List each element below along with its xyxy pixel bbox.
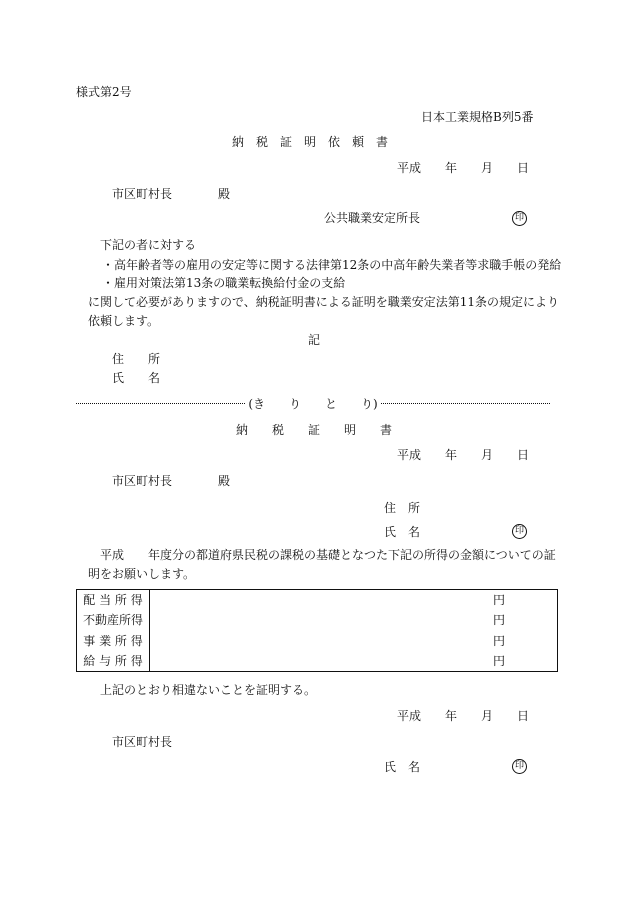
request-intro: 下記の者に対する: [100, 238, 197, 252]
seal-mark: 印: [512, 759, 527, 774]
table-row: [77, 610, 558, 630]
certificate-address-label: 住 所: [384, 501, 421, 515]
name-label: 氏 名: [112, 371, 161, 385]
table-row: [77, 590, 558, 611]
income-amount: 円: [492, 613, 505, 628]
request-bullet: ・高年齢者等の雇用の安定等に関する法律第12条の中高年齢失業者等求職手帳の発給: [102, 258, 562, 272]
cut-line-label: (き り と り): [248, 396, 378, 411]
table-row: [77, 651, 558, 672]
certificate-date: 平成 年 月 日: [397, 448, 530, 462]
certificate-honorific: 殿: [218, 474, 231, 488]
income-amount: 円: [492, 653, 505, 668]
certificate-body: 明をお願いします。: [88, 567, 196, 581]
certificate-body: 平成 年度分の都道府県民税の課税の基礎となつた下記の所得の金額についての証: [100, 548, 556, 562]
certificate-name-label: 氏 名: [384, 525, 421, 539]
issuer: 市区町村長: [112, 735, 173, 749]
address-label: 住 所: [112, 352, 161, 366]
request-body: に関して必要がありますので、納税証明書による証明を職業安定法第11条の規定により: [88, 295, 560, 309]
ki-label: 記: [308, 333, 321, 347]
seal-mark: 印: [512, 211, 527, 226]
income-label: 不動産所得: [77, 610, 150, 630]
income-amount: 円: [492, 593, 505, 608]
request-sender: 公共職業安定所長: [324, 211, 421, 225]
income-label: 配 当 所 得: [77, 590, 150, 611]
certificate-addressee: 市区町村長: [112, 474, 173, 488]
form-number: 様式第2号: [76, 85, 132, 99]
table-row: [77, 630, 558, 650]
request-bullet: ・雇用対策法第13条の職業転換給付金の支給: [102, 276, 346, 290]
income-label: 給 与 所 得: [77, 651, 150, 672]
income-label: 事 業 所 得: [77, 630, 150, 650]
seal-mark: 印: [512, 524, 527, 539]
paper-size: 日本工業規格B列5番: [421, 110, 534, 124]
issuer-name-label: 氏 名: [384, 760, 421, 774]
request-title: 納 税 証 明 依 頼 書: [232, 135, 389, 149]
income-amount: 円: [492, 633, 505, 648]
income-table: [76, 589, 558, 672]
request-addressee: 市区町村長: [112, 187, 173, 201]
attest-text: 上記のとおり相違ないことを証明する。: [100, 683, 317, 697]
request-date: 平成 年 月 日: [397, 161, 530, 175]
attest-date: 平成 年 月 日: [397, 709, 530, 723]
request-honorific: 殿: [218, 187, 231, 201]
certificate-title: 納 税 証 明 書: [236, 423, 393, 437]
request-body: 依頼します。: [88, 314, 160, 328]
cut-line: [76, 396, 550, 410]
